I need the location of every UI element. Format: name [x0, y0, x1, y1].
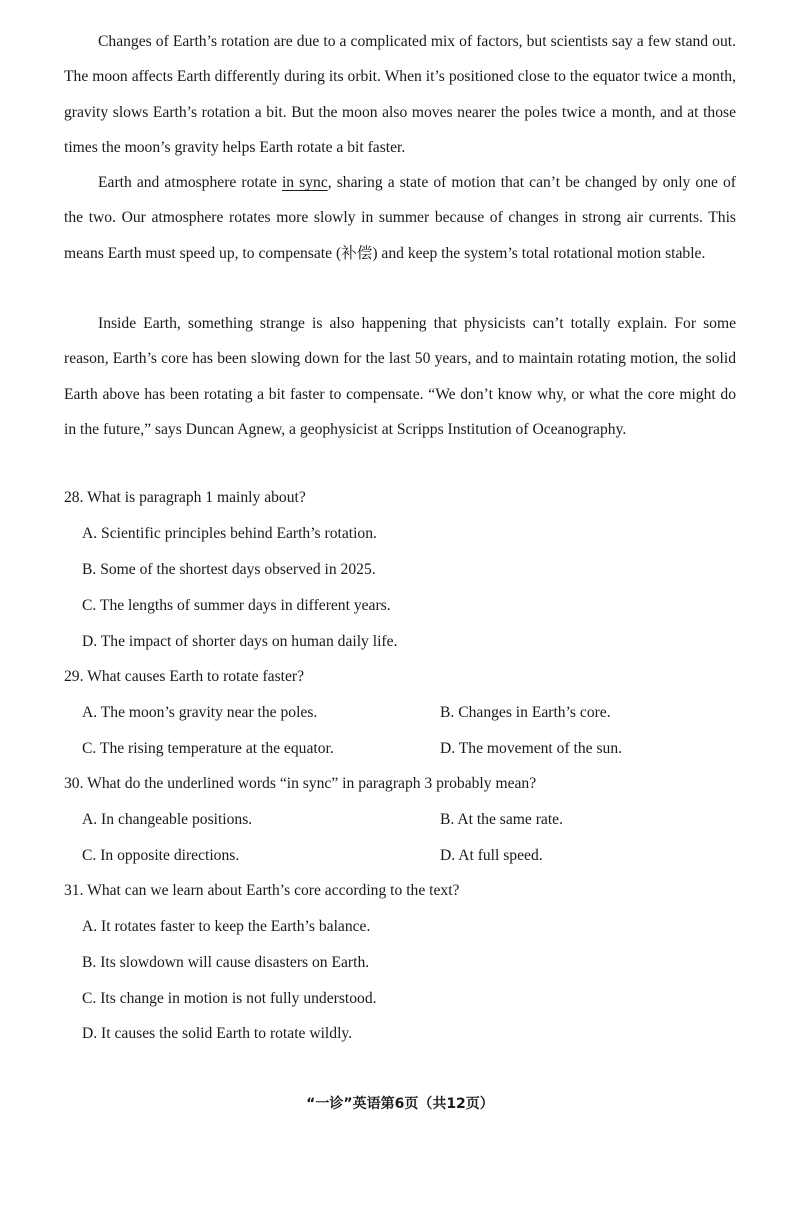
question-29-stem: 29. What causes Earth to rotate faster? — [64, 668, 305, 685]
passage-paragraph-3: Inside Earth, something strange is also happening that physicists can’t totally explain. For some reason, Earth’s core has been slowing down for the last 50 years, and to maintain rotating motion, the solid Earth above has been rotating a bit faster to compensate. “We don’t know why, or what the core might do in the future,” says Duncan Agnew, a geophysicist at Scripps Institution of Oceanography. — [64, 315, 736, 439]
question-28-option-b: B. Some of the shortest days observed in 2025. — [82, 561, 376, 578]
question-29-option-a: A. The moon’s gravity near the poles. — [82, 704, 318, 721]
question-30-option-c: C. In opposite directions. — [82, 847, 240, 864]
question-30-option-b: B. At the same rate. — [440, 811, 563, 828]
question-30-option-a: A. In changeable positions. — [82, 811, 253, 828]
question-31-option-a: A. It rotates faster to keep the Earth’s balance. — [82, 918, 371, 935]
passage-paragraph-1: Changes of Earth’s rotation are due to a complicated mix of factors, but scientists say a few stand out. The moon affects Earth differently during its orbit. When it’s positioned close to the equator twice a month, gravity slows Earth’s rotation a bit. But the moon also moves nearer the poles twice a month, and at those times the moon’s gravity helps Earth rotate a bit faster. — [64, 33, 736, 157]
question-28-stem: 28. What is paragraph 1 mainly about? — [64, 489, 306, 506]
paragraph-2-lead: Earth and atmosphere rotate — [98, 174, 282, 191]
question-30-stem: 30. What do the underlined words “in sync” in paragraph 3 probably mean? — [64, 775, 537, 792]
question-31-option-d: D. It causes the solid Earth to rotate wildly. — [82, 1025, 353, 1042]
paragraph-2-rest: , sharing a state of motion that can’t be changed by only one of the two. Our atmosphere rotates more slowly in summer because of changes in strong air currents. This means Earth must speed up, to compensate (补偿) and keep the system’s total rotational motion stable. — [64, 174, 736, 262]
question-31-option-c: C. Its change in motion is not fully understood. — [82, 990, 377, 1007]
page-footer: “一诊”英语第6页（共12页） — [306, 1096, 494, 1112]
question-28-option-d: D. The impact of shorter days on human daily life. — [82, 633, 398, 650]
question-29-option-d: D. The movement of the sun. — [440, 740, 623, 757]
question-28-option-a: A. Scientific principles behind Earth’s rotation. — [82, 525, 377, 542]
question-29-option-c: C. The rising temperature at the equator. — [82, 740, 334, 757]
underlined-phrase: in sync — [281, 174, 328, 191]
question-31-option-b: B. Its slowdown will cause disasters on Earth. — [82, 954, 370, 971]
passage-paragraph-2 — [64, 165, 736, 271]
question-31-stem: 31. What can we learn about Earth’s core according to the text? — [64, 882, 460, 899]
question-29-option-b: B. Changes in Earth’s core. — [440, 704, 611, 721]
question-30-option-d: D. At full speed. — [440, 847, 543, 864]
question-28-option-c: C. The lengths of summer days in different years. — [82, 597, 391, 614]
